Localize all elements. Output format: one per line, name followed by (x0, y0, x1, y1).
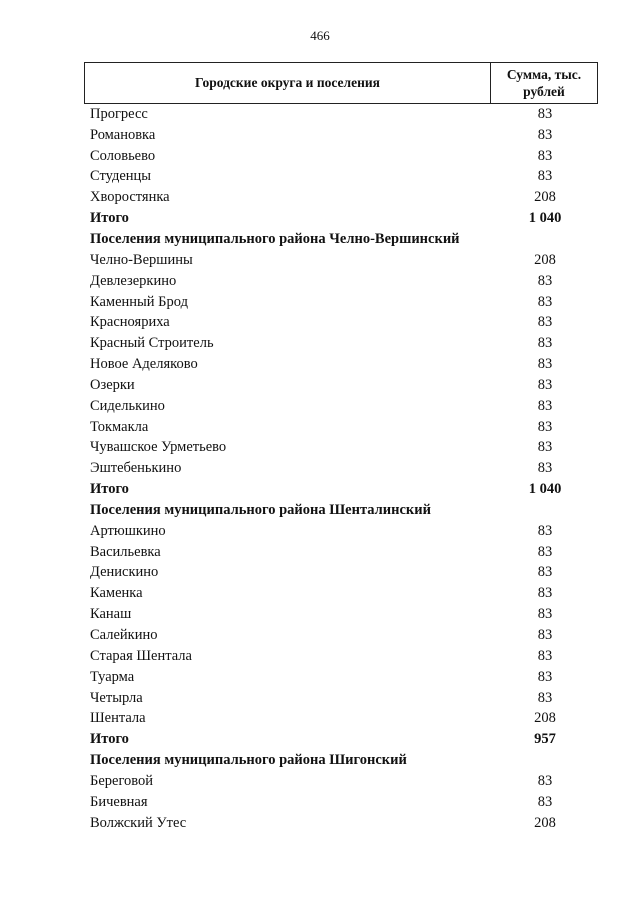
settlement-name: Эштебенькино (90, 460, 182, 477)
settlement-name: Шентала (90, 710, 146, 727)
section-heading-row (90, 500, 598, 521)
settlement-name: Каменка (90, 585, 143, 602)
amount-cell: 83 (537, 314, 553, 331)
settlement-name: Денискино (90, 564, 159, 581)
table-row (90, 542, 598, 563)
section-heading: Поселения муниципального района Челно-Вершинский (90, 230, 460, 247)
settlement-name: Чувашское Урметьево (90, 439, 227, 456)
amount-cell: 83 (537, 105, 553, 122)
section-heading-row (90, 750, 598, 771)
table-row (90, 146, 598, 167)
settlement-name: Канаш (90, 606, 132, 623)
settlement-name: Девлезеркино (90, 272, 177, 289)
table-row (90, 604, 598, 625)
table-row (90, 333, 598, 354)
table-row (90, 354, 598, 375)
amount-cell: 83 (537, 418, 553, 435)
amount-cell: 1 040 (528, 210, 562, 227)
settlement-name: Бичевная (90, 793, 148, 810)
settlement-name: Итого (90, 731, 129, 748)
settlement-name: Токмакла (90, 418, 149, 435)
amount-cell: 83 (537, 522, 553, 539)
table-row (90, 688, 598, 709)
amount-cell: 83 (537, 272, 553, 289)
table-body (90, 104, 598, 834)
amount-cell: 83 (537, 627, 553, 644)
header-settlements: Городские округа и поселения (85, 63, 491, 103)
settlement-name: Салейкино (90, 627, 158, 644)
amount-cell: 83 (537, 356, 553, 373)
table-row (90, 417, 598, 438)
table-row (90, 292, 598, 313)
amount-cell: 83 (537, 772, 553, 789)
amount-cell: 83 (537, 606, 553, 623)
table-row (90, 708, 598, 729)
settlement-name: Романовка (90, 126, 156, 143)
amount-cell: 1 040 (528, 481, 562, 498)
header-amount-line2: рублей (523, 84, 565, 99)
total-row (90, 479, 598, 500)
amount-cell: 83 (537, 543, 553, 560)
amount-cell: 83 (537, 564, 553, 581)
table-row (90, 792, 598, 813)
table-row (90, 438, 598, 459)
table-row (90, 104, 598, 125)
section-heading-row (90, 229, 598, 250)
amount-cell: 208 (534, 189, 556, 206)
settlement-name: Старая Шентала (90, 647, 192, 664)
settlement-name: Челно-Вершины (90, 251, 193, 268)
amount-cell: 83 (537, 168, 553, 185)
settlement-name: Итого (90, 210, 129, 227)
total-row (90, 729, 598, 750)
settlement-name: Красный Строитель (90, 335, 214, 352)
table-row (90, 125, 598, 146)
header-amount (491, 63, 597, 103)
table-row (90, 375, 598, 396)
table-row (90, 396, 598, 417)
settlement-name: Каменный Брод (90, 293, 188, 310)
section-heading: Поселения муниципального района Шенталинский (90, 501, 431, 518)
amount-cell: 83 (537, 585, 553, 602)
settlement-name: Итого (90, 481, 129, 498)
header-amount-line1: Сумма, тыс. (506, 67, 582, 82)
total-row (90, 208, 598, 229)
amount-cell: 83 (537, 793, 553, 810)
table-row (90, 563, 598, 584)
settlement-name: Волжский Утес (90, 814, 187, 831)
table-row (90, 187, 598, 208)
settlement-name: Сиделькино (90, 397, 165, 414)
table-row (90, 458, 598, 479)
amount-cell: 83 (537, 147, 553, 164)
table-row (90, 271, 598, 292)
table-row (90, 771, 598, 792)
amount-cell: 83 (537, 126, 553, 143)
amount-cell: 83 (537, 439, 553, 456)
amount-cell: 83 (537, 335, 553, 352)
settlement-name: Четырла (90, 689, 143, 706)
amount-cell: 83 (537, 460, 553, 477)
amount-cell: 83 (537, 397, 553, 414)
amount-cell: 957 (534, 731, 556, 748)
page-number: 466 (310, 28, 330, 43)
amount-cell: 208 (534, 710, 556, 727)
settlement-name: Озерки (90, 376, 135, 393)
amount-cell: 208 (534, 814, 556, 831)
settlement-name: Хворостянка (90, 189, 170, 206)
table-row (90, 625, 598, 646)
settlement-name: Береговой (90, 772, 154, 789)
table-row (90, 312, 598, 333)
table-row (90, 521, 598, 542)
settlement-name: Прогресс (90, 105, 148, 122)
settlement-name: Студенцы (90, 168, 152, 185)
settlement-name: Соловьево (90, 147, 156, 164)
amount-cell: 208 (534, 251, 556, 268)
table-row (90, 667, 598, 688)
settlement-name: Краснояриха (90, 314, 170, 331)
amount-cell: 83 (537, 689, 553, 706)
table-row (90, 167, 598, 188)
settlement-name: Артюшкино (90, 522, 166, 539)
table-row (90, 646, 598, 667)
settlement-name: Туарма (90, 668, 135, 685)
settlement-name: Новое Аделяково (90, 356, 198, 373)
table-row (90, 250, 598, 271)
settlement-name: Васильевка (90, 543, 161, 560)
table-row (90, 583, 598, 604)
section-heading: Поселения муниципального района Шигонский (90, 752, 407, 769)
amount-cell: 83 (537, 293, 553, 310)
table-header (84, 62, 598, 104)
amount-cell: 83 (537, 647, 553, 664)
amount-cell: 83 (537, 668, 553, 685)
amount-cell: 83 (537, 376, 553, 393)
table-row (90, 813, 598, 834)
